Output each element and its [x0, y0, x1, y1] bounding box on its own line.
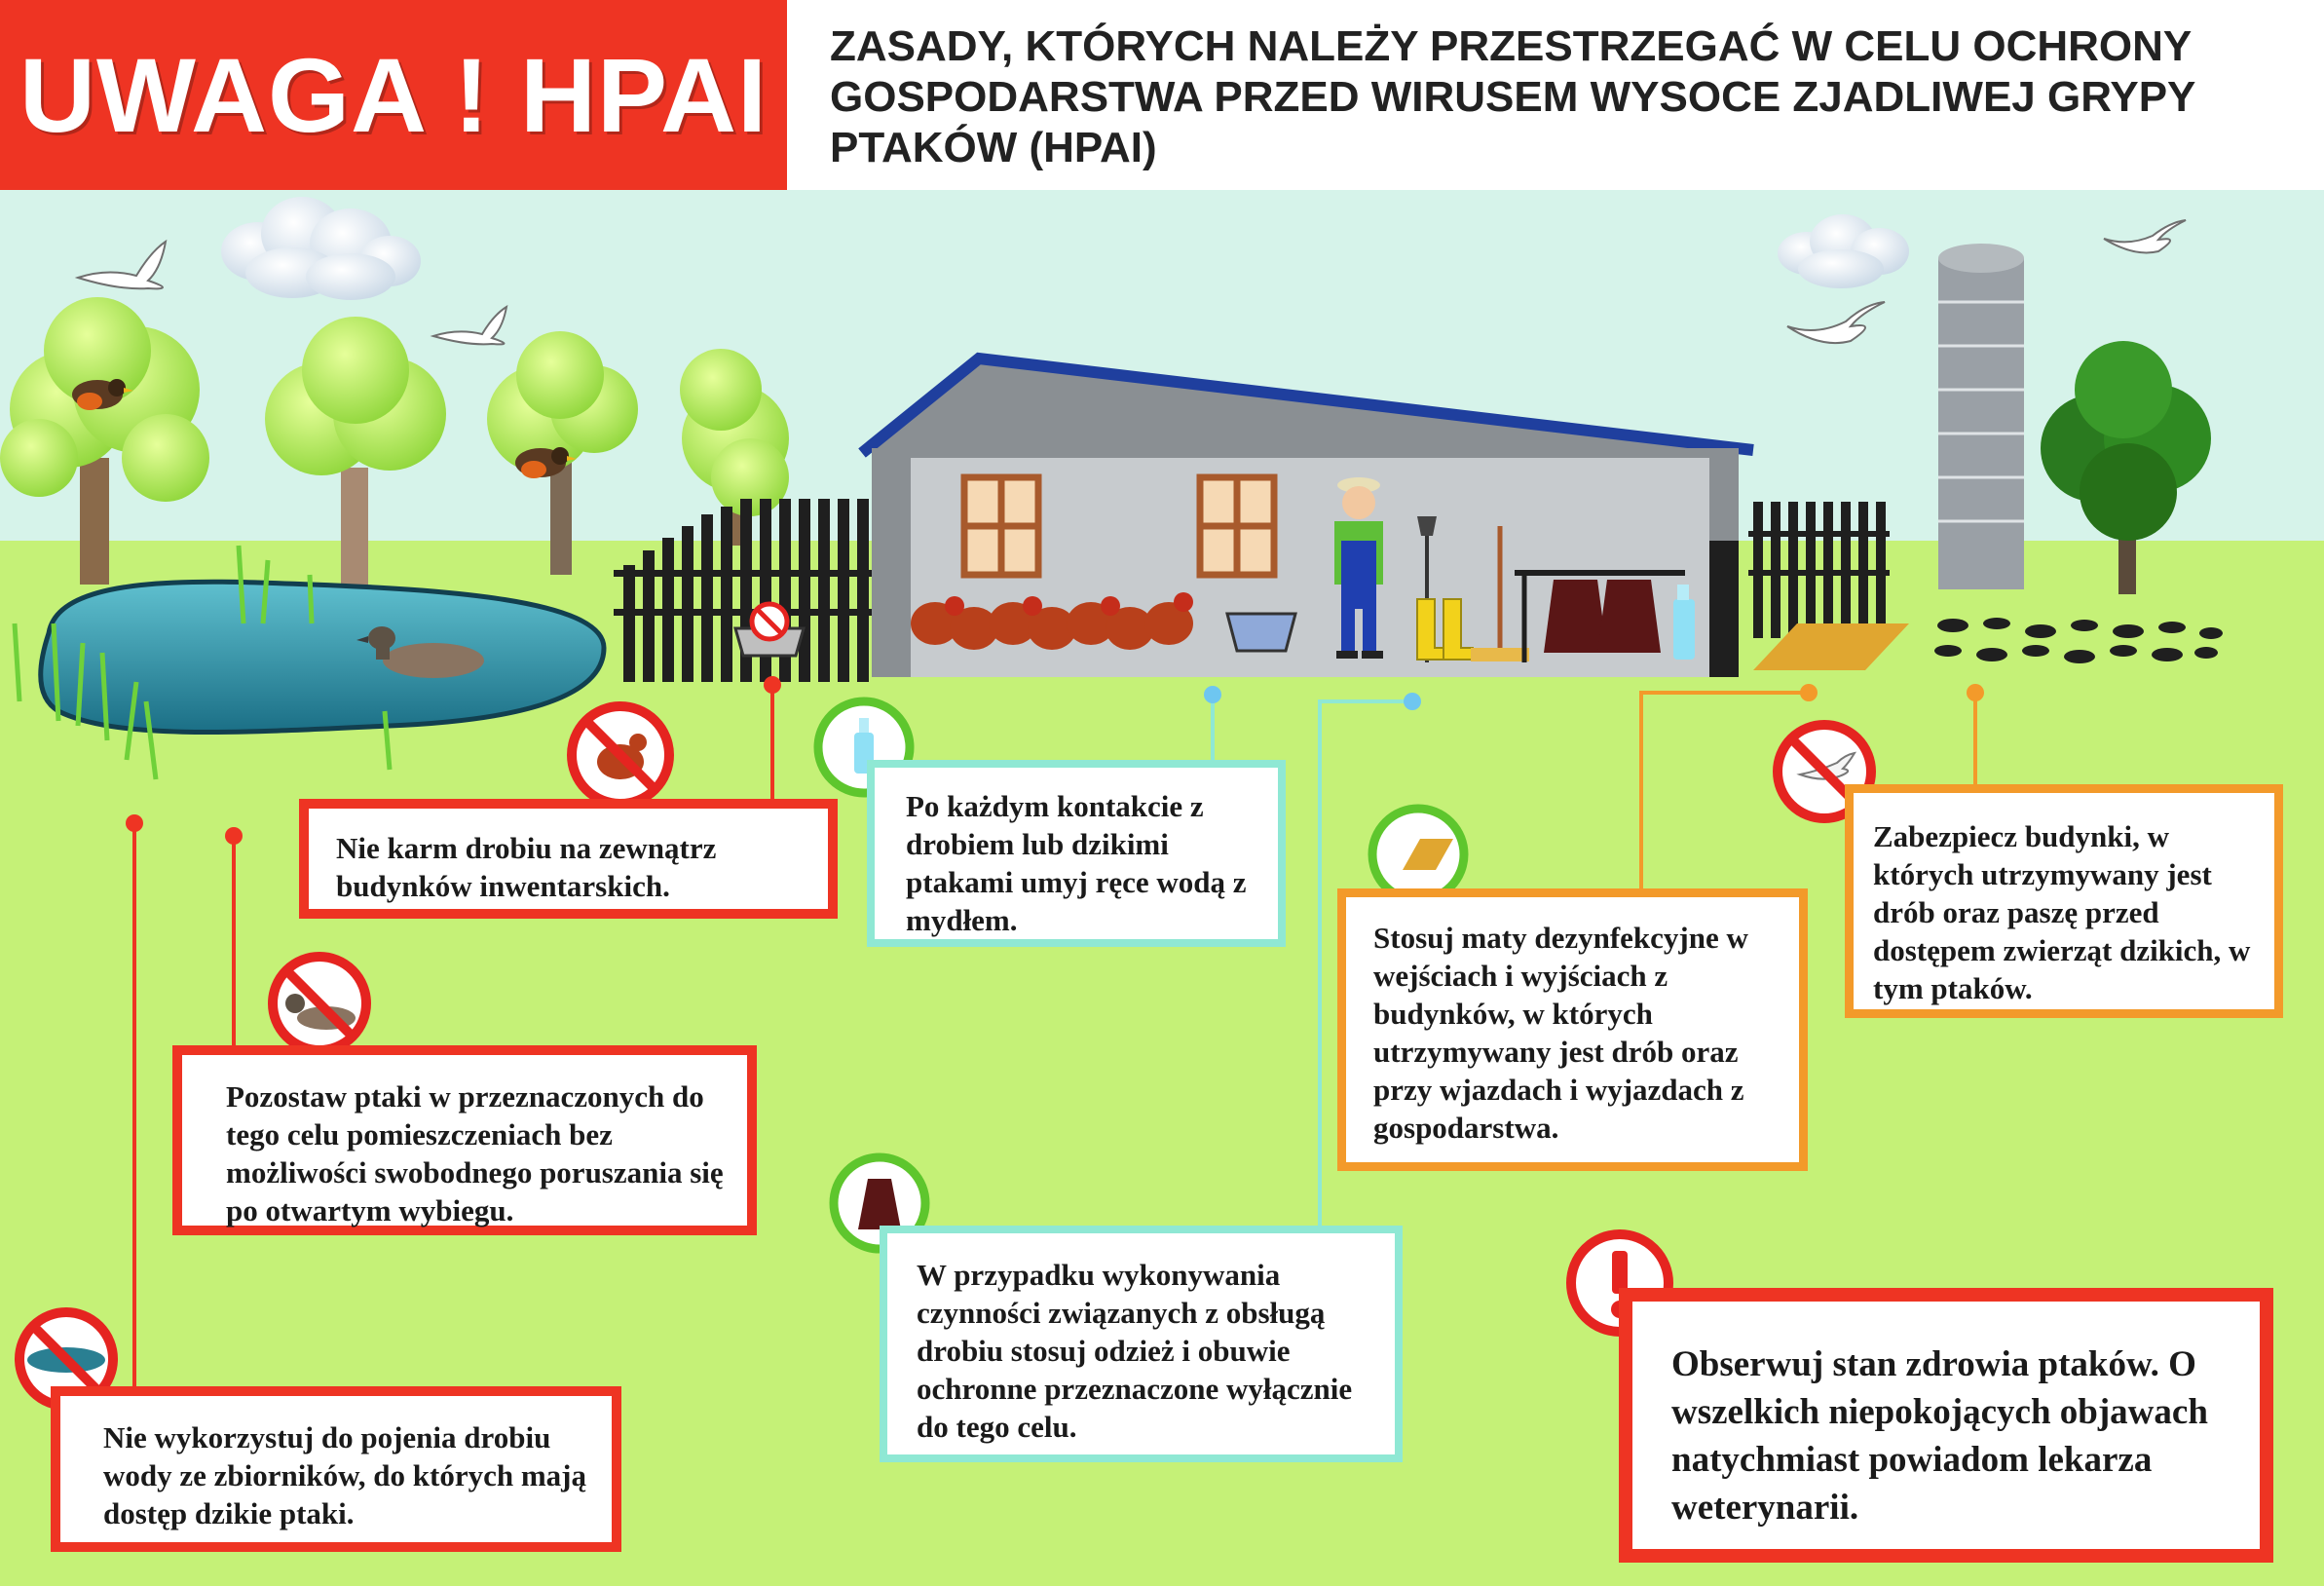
- rule-card-secure-buildings: [1845, 784, 2283, 1018]
- page-title: UWAGA ! HPAI: [19, 36, 768, 154]
- indoor-feeder-icon: [1227, 614, 1295, 651]
- rule-text-disinfection-mats: Stosuj maty dezynfekcyjne w wejściach i wyjściach z budynków, w których utrzymywany jest drób oraz przy wjazdach i wyjazdach z gospodarstwa.: [1373, 921, 1748, 1145]
- no-duck-icon: [273, 957, 366, 1050]
- rule-card-wash-hands: [867, 760, 1286, 947]
- mat-icon: [1372, 809, 1464, 900]
- no-chicken-icon: [572, 706, 669, 804]
- silo: [1938, 244, 2024, 589]
- rule-text-feed-outside: Nie karm drobiu na zewnątrz budynków inwentarskich.: [336, 831, 717, 903]
- rule-text-secure-buildings: Zabezpiecz budynki, w których utrzymywany jest drób oraz paszę przed dostępem zwierząt dzikich, w tym ptaków.: [1873, 819, 2251, 1005]
- rule-card-protective-clothing: [880, 1226, 1403, 1462]
- rule-card-observe-health: [1619, 1288, 2273, 1563]
- rule-card-disinfection-mats: [1337, 888, 1808, 1171]
- rule-text-keep-inside: Pozostaw ptaki w przeznaczonych do tego celu pomieszczeniach bez możliwości swobodnego poruszania się po otwartym wybiegu.: [226, 1079, 724, 1227]
- rule-text-wash-hands: Po każdym kontakcie z drobiem lub dzikimi ptakami umyj ręce wodą z mydłem.: [906, 789, 1247, 937]
- rule-text-water-source: Nie wykorzystuj do pojenia drobiu wody ze zbiorników, do których mają dostęp dzikie ptaki.: [103, 1420, 586, 1530]
- rule-card-water-source: [51, 1386, 621, 1552]
- rule-card-keep-inside: [172, 1045, 757, 1235]
- rule-card-feed-outside: [299, 799, 838, 919]
- rule-text-protective-clothing: W przypadku wykonywania czynności związanych z obsługą drobiu stosuj odzież i obuwie ochronne przeznaczone wyłącznie do tego celu.: [917, 1258, 1353, 1444]
- page-subtitle: ZASADY, KTÓRYCH NALEŻY PRZESTRZEGAĆ W CELU OCHRONY GOSPODARSTWA PRZED WIRUSEM WYSOCE ZJADLIWEJ GRYPY PTAKÓW (HPAI): [830, 22, 2195, 171]
- rule-text-observe-health: Obserwuj stan zdrowia ptaków. O wszelkich niepokojących objawach natychmiast powiadom lekarza weterynarii.: [1671, 1344, 2208, 1528]
